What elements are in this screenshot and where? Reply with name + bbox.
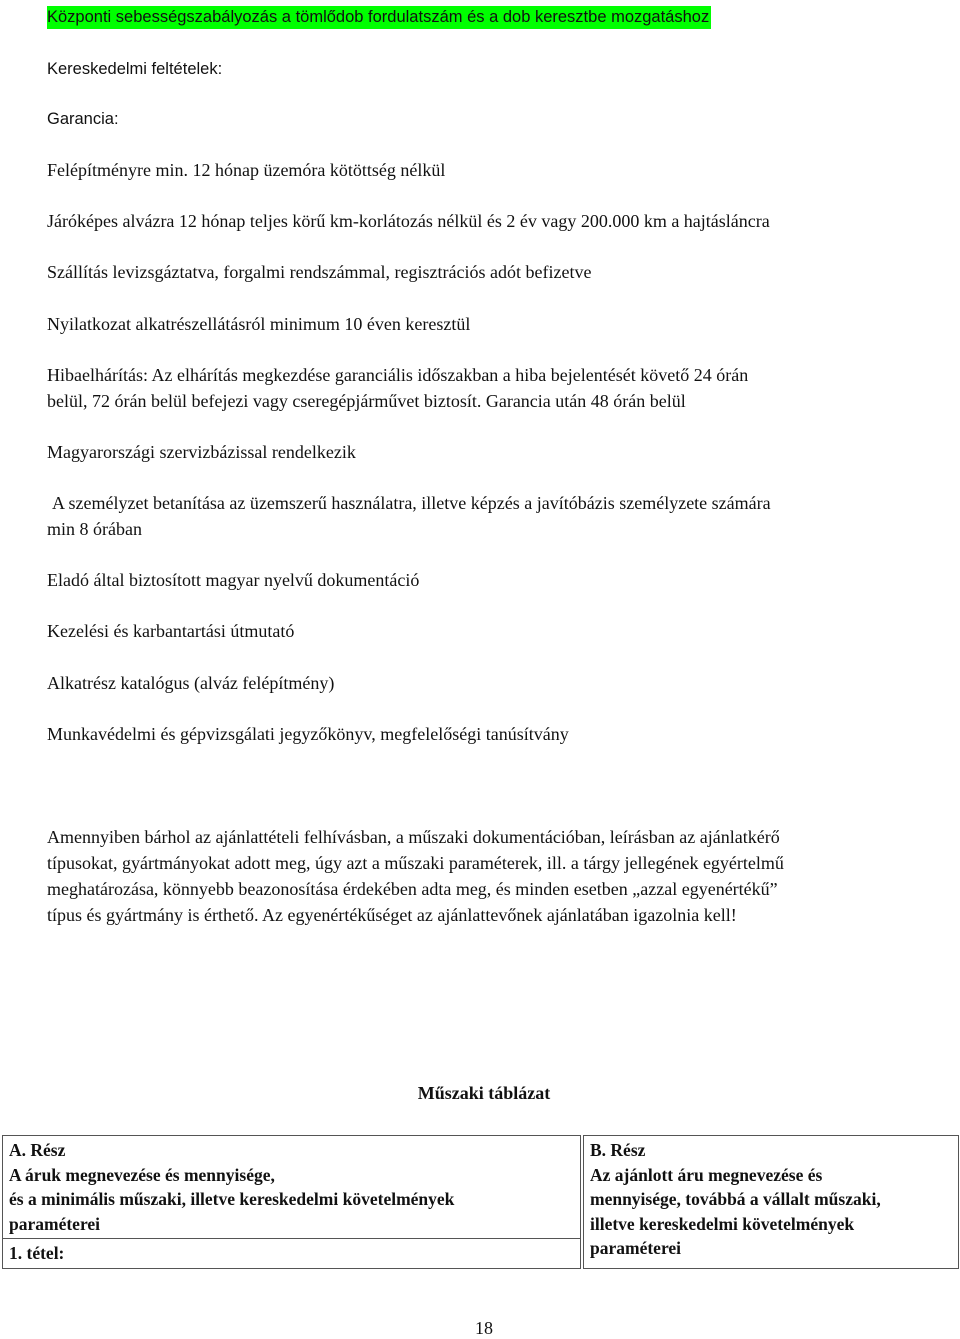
parts-catalog: Alkatrész katalógus (alváz felépítmény) (47, 673, 335, 693)
notice-line-3: meghatározása, könnyebb beazonosítása érdekében adta meg, és minden esetben „azzal egyenértékű” (47, 879, 778, 899)
technical-table (2, 1135, 959, 1269)
part-b-line-2: mennyisége, továbbá a vállalt műszaki, (590, 1189, 881, 1209)
service-base: Magyarországi szervizbázissal rendelkezik (47, 442, 356, 462)
page-number: 18 (475, 1318, 493, 1338)
table-header-row (3, 1136, 959, 1239)
documentation: Eladó által biztosított magyar nyelvű dokumentáció (47, 570, 420, 590)
part-a-line-1: A áruk megnevezése és mennyisége, (9, 1164, 275, 1185)
warranty-label: Garancia: (47, 110, 119, 128)
notice-line-2: típusokat, gyártmányokat adott meg, úgy azt a műszaki paraméterek, ill. a tárgy jellegének egyértelmű (47, 853, 784, 873)
item-1-label: 1. tétel: (9, 1243, 65, 1263)
part-b-line-1: Az ajánlott áru megnevezése és (590, 1164, 823, 1185)
highlighted-title: Központi sebességszabályozás a tömlődob fordulatszám és a dob keresztbe mozgatáshoz (47, 6, 711, 29)
part-b-line-3: illetve kereskedelmi követelmények (590, 1213, 855, 1234)
part-a-line-2: és a minimális műszaki, illetve kereskedelmi követelmények (9, 1189, 455, 1209)
part-b-cell (584, 1136, 959, 1269)
protocol: Munkavédelmi és gépvizsgálati jegyzőkönyv, megfelelőségi tanúsítvány (47, 724, 569, 744)
part-b-line-4: paraméterei (590, 1238, 682, 1258)
manual: Kezelési és karbantartási útmutató (47, 621, 295, 641)
delivery-condition: Szállítás levizsgáztatva, forgalmi rendszámmal, regisztrációs adót befizetve (47, 262, 592, 282)
commercial-terms-label: Kereskedelmi feltételek: (47, 60, 223, 78)
notice-line-4: típus és gyártmány is érthető. Az egyenértékűséget az ajánlattevőnek ajánlatában igazolnia kell! (47, 905, 737, 925)
part-b-label: B. Rész (590, 1140, 646, 1160)
chassis-warranty: Járóképes alvázra 12 hónap teljes körű km-korlátozás nélkül és 2 év vagy 200.000 km a hajtásláncra (47, 211, 770, 231)
part-a-line-3: paraméterei (9, 1213, 101, 1234)
part-a-label: A. Rész (9, 1140, 66, 1160)
notice-line-1: Amennyiben bárhol az ajánlattételi felhívásban, a műszaki dokumentációban, leírásban az ajánlatkérő (47, 827, 780, 847)
troubleshooting-line-1: Hibaelhárítás: Az elhárítás megkezdése garanciális időszakban a hiba bejelentését követő 24 órán (47, 365, 749, 385)
part-a-cell (3, 1136, 581, 1239)
parts-declaration: Nyilatkozat alkatrészellátásról minimum 10 éven keresztül (47, 314, 471, 334)
training-line-1: A személyzet betanítása az üzemszerű használatra, illetve képzés a javítóbázis személyzete számára (52, 493, 771, 513)
table-title: Műszaki táblázat (417, 1083, 551, 1103)
item-1-cell (3, 1239, 581, 1269)
superstructure-warranty: Felépítményre min. 12 hónap üzemóra kötöttség nélkül (47, 160, 446, 180)
page-title (47, 4, 711, 30)
troubleshooting-line-2: belül, 72 órán belül befejezi vagy cseregépjárművet biztosít. Garancia után 48 órán belül (47, 391, 686, 411)
training-line-2: min 8 órában (47, 519, 142, 539)
